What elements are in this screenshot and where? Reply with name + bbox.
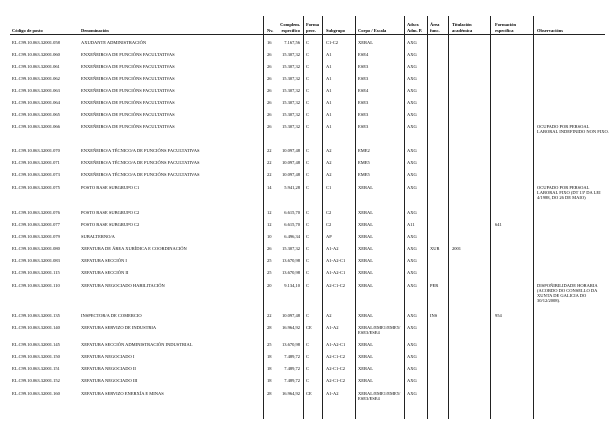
- cell-denominacion: POSTO BASE SUBGRUPO C2: [81, 210, 140, 215]
- header-formacion-1: Formación: [495, 22, 516, 27]
- cell-corpo: EME5: [358, 172, 370, 177]
- cell-denominacion: XEFATURA NEGOCIADO I: [81, 354, 135, 359]
- cell-forma: C: [306, 283, 310, 288]
- cell-corpo: XERAL: [358, 283, 373, 288]
- cell-denominacion: POSTO BASE SUBGRUPO C1: [81, 185, 140, 190]
- cell-complemento: 6.615,70: [284, 210, 300, 215]
- cell-denominacion: ENXEÑEIRO/A DE FUNCIÓNS FACULTATIVAS: [81, 100, 175, 105]
- cell-code: EL.C99.10.063.32001.058: [12, 40, 60, 45]
- cell-complemento: 15.307,32: [282, 88, 300, 93]
- header-forma-1: Forma: [306, 22, 319, 27]
- cell-corpo: ESE3: [358, 64, 369, 69]
- cell-nivel: 22: [267, 172, 272, 177]
- column-divider: [427, 16, 428, 419]
- cell-adscricion: AXG: [407, 76, 417, 81]
- cell-forma: C: [306, 64, 310, 69]
- cell-complemento: 7.489,72: [284, 378, 300, 383]
- cell-complemento: 7.489,72: [284, 354, 300, 359]
- cell-adscricion: AXG: [407, 234, 417, 239]
- cell-subgrupo: A1: [326, 100, 332, 105]
- cell-code: EL.C99.10.063.32001.140: [12, 325, 60, 330]
- cell-code: EL.C99.10.063.32001.066: [12, 124, 60, 129]
- header-observacions: Observacións: [537, 28, 564, 33]
- cell-adscricion: AXG: [407, 112, 417, 117]
- cell-denominacion: POSTO BASE SUBGRUPO C2: [81, 222, 140, 227]
- column-divider: [303, 16, 304, 419]
- cell-code: EL.C99.10.063.32001.060: [12, 52, 60, 57]
- cell-corpo: XERAL: [358, 185, 373, 190]
- cell-denominacion: ENXEÑEIRO/A TÉCNICO/A DE FUNCIÓNS FACULTATIVAS: [81, 160, 200, 165]
- cell-nivel: 22: [267, 160, 272, 165]
- cell-forma: C: [306, 148, 310, 153]
- cell-denominacion: XEFATURA SECCIÓN I: [81, 258, 127, 263]
- cell-code: EL.C99.10.063.32001.061: [12, 64, 60, 69]
- cell-adscricion: AXG: [407, 258, 417, 263]
- cell-adscricion: AXG: [407, 124, 417, 129]
- cell-subgrupo: A1-A2-C1: [326, 258, 346, 263]
- column-divider: [404, 16, 405, 419]
- cell-complemento: 10.097,48: [282, 148, 300, 153]
- cell-denominacion: XEFATURA SERVIZO DE INDUSTRIA: [81, 325, 157, 330]
- cell-nivel: 20: [267, 283, 272, 288]
- cell-denominacion: ENXEÑEIRO/A DE FUNCIÓNS FACULTATIVAS: [81, 76, 175, 81]
- cell-adscricion: AXG: [407, 210, 417, 215]
- cell-denominacion: SUBALTERNO/A: [81, 234, 115, 239]
- cell-code: EL.C99.10.063.32001.135: [12, 313, 60, 318]
- cell-subgrupo: A2: [326, 160, 332, 165]
- cell-corpo: XERAL: [358, 342, 373, 347]
- cell-nivel: 10: [267, 234, 272, 239]
- cell-subgrupo: A1-A2-C1: [326, 342, 346, 347]
- header-complemento-1: Complem.: [280, 22, 300, 27]
- cell-code: EL.C99.10.063.32001.115: [12, 270, 60, 275]
- cell-subgrupo: A1-A2: [326, 391, 339, 396]
- cell-subgrupo: C2: [326, 210, 332, 215]
- cell-forma: C: [306, 124, 310, 129]
- cell-adscricion: AXG: [407, 354, 417, 359]
- cell-forma: C: [306, 234, 310, 239]
- cell-subgrupo: A2-C1-C2: [326, 366, 345, 371]
- cell-nivel: 26: [267, 124, 272, 129]
- cell-nivel: 25: [267, 258, 272, 263]
- cell-corpo: ESE3: [358, 112, 369, 117]
- cell-code: EL.C99.10.063.32001.062: [12, 76, 60, 81]
- cell-denominacion: ENXEÑEIRO/A TÉCNICO/A DE FUNCIÓNS FACULTATIVAS: [81, 172, 200, 177]
- cell-forma: C: [306, 354, 310, 359]
- cell-adscricion: AXG: [407, 40, 417, 45]
- cell-denominacion: AXUDANTE ADMINISTRACIÓN: [81, 40, 147, 45]
- cell-code: EL.C99.10.063.32001.110: [12, 283, 60, 288]
- cell-code: EL.C99.10.063.32001.076: [12, 210, 60, 215]
- cell-forma: C: [306, 246, 310, 251]
- cell-subgrupo: C1: [326, 185, 332, 190]
- cell-adscricion: AXG: [407, 185, 417, 190]
- cell-observacions: OCUPADO POR PERSOAL LABORAL FIXO (DT 13ª DA LEI 4/1988, DO 26 DE MAIO): [537, 185, 601, 200]
- cell-area: INS: [430, 313, 438, 318]
- header-titulacion-1: Titulación: [452, 22, 472, 27]
- cell-formacion: 954: [495, 313, 502, 318]
- cell-code: EL.C99.10.063.32001.079: [12, 234, 60, 239]
- cell-code: EL.C99.10.063.32001.083: [12, 258, 60, 263]
- cell-code: EL.C99.10.063.32001.077: [12, 222, 60, 227]
- cell-nivel: 16: [267, 40, 272, 45]
- cell-observacions: OCUPADO POR PERSOAL LABORAL INDEFINIDO NON FIXO.: [537, 124, 609, 134]
- cell-forma: C: [306, 378, 310, 383]
- cell-adscricion: AXG: [407, 100, 417, 105]
- cell-area: XUR: [430, 246, 440, 251]
- cell-subgrupo: C2: [326, 222, 332, 227]
- header-denominacion: Denominación: [81, 28, 109, 33]
- cell-adscricion: AXG: [407, 366, 417, 371]
- cell-complemento: 10.097,48: [282, 160, 300, 165]
- cell-nivel: 26: [267, 76, 272, 81]
- cell-formacion: 641: [495, 222, 502, 227]
- column-divider: [490, 16, 491, 419]
- header-nivel: Nv.: [267, 28, 274, 33]
- cell-adscricion: AXG: [407, 160, 417, 165]
- cell-complemento: 15.307,32: [282, 124, 300, 129]
- cell-adscricion: AXG: [407, 325, 417, 330]
- cell-corpo: ESE3: [358, 76, 369, 81]
- cell-complemento: 15.307,32: [282, 112, 300, 117]
- cell-code: EL.C99.10.063.32001.064: [12, 100, 60, 105]
- cell-code: EL.C99.10.063.32001.075: [12, 185, 60, 190]
- cell-nivel: 22: [267, 313, 272, 318]
- cell-forma: C: [306, 258, 310, 263]
- cell-complemento: 15.307,32: [282, 52, 300, 57]
- cell-complemento: 6.496,34: [284, 234, 300, 239]
- cell-nivel: 28: [267, 325, 272, 330]
- cell-denominacion: XEFATURA SECCIÓN II: [81, 270, 129, 275]
- cell-denominacion: XEFATURA NEGOCIADO III: [81, 378, 138, 383]
- cell-complemento: 7.167,56: [284, 40, 300, 45]
- cell-forma: C: [306, 342, 310, 347]
- cell-denominacion: INSPECTOR/A DE COMERCIO: [81, 313, 142, 318]
- header-complemento-2: específico: [281, 28, 300, 33]
- cell-forma: C: [306, 366, 310, 371]
- header-forma-2: prov.: [306, 28, 316, 33]
- cell-adscricion: AXG: [407, 246, 417, 251]
- column-divider: [322, 16, 323, 419]
- cell-subgrupo: A1-A2-C1: [326, 270, 346, 275]
- cell-subgrupo: A1: [326, 76, 332, 81]
- cell-nivel: 12: [267, 222, 272, 227]
- cell-adscricion: AXG: [407, 313, 417, 318]
- cell-forma: C: [306, 210, 310, 215]
- cell-complemento: 10.097,48: [282, 172, 300, 177]
- cell-forma: C: [306, 172, 310, 177]
- cell-forma: C: [306, 76, 310, 81]
- cell-subgrupo: C1-C2: [326, 40, 339, 45]
- cell-denominacion: ENXEÑEIRO/A DE FUNCIÓNS FACULTATIVAS: [81, 88, 175, 93]
- cell-complemento: 13.670,98: [282, 258, 300, 263]
- cell-subgrupo: A1-A2: [326, 325, 339, 330]
- cell-code: EL.C99.10.063.32001.073: [12, 172, 60, 177]
- header-area-1: Área: [430, 22, 440, 27]
- cell-denominacion: XEFATURA SERVIZO ENERXÍA E MINAS: [81, 391, 164, 396]
- cell-adscricion: A11: [407, 222, 415, 227]
- cell-forma: CE: [306, 325, 312, 330]
- cell-complemento: 7.489,72: [284, 366, 300, 371]
- cell-corpo: ESE3: [358, 124, 369, 129]
- cell-complemento: 15.307,32: [282, 76, 300, 81]
- header-codigo: Código de posto: [12, 28, 43, 33]
- cell-corpo: XERAL: [358, 354, 373, 359]
- cell-denominacion: XEFATURA SECCIÓN ADMINISTRACIÓN INDUSTRIAL: [81, 342, 193, 347]
- cell-denominacion: ENXEÑEIRO/A DE FUNCIÓNS FACULTATIVAS: [81, 52, 175, 57]
- header-adscricion-2: Adm. P.: [407, 28, 423, 33]
- cell-adscricion: AXG: [407, 342, 417, 347]
- cell-adscricion: AXG: [407, 378, 417, 383]
- cell-nivel: 14: [267, 185, 272, 190]
- cell-corpo: EME5: [358, 160, 370, 165]
- cell-forma: C: [306, 52, 310, 57]
- cell-corpo: XERAL/EME1/EME5/ ESE3/ESE4: [358, 391, 401, 401]
- cell-subgrupo: A2-C1-C2: [326, 354, 345, 359]
- cell-adscricion: AXG: [407, 391, 417, 396]
- cell-denominacion: ENXEÑEIRO/A DE FUNCIÓNS FACULTATIVAS: [81, 64, 175, 69]
- cell-complemento: 15.307,32: [282, 64, 300, 69]
- cell-code: EL.C99.10.063.32001.151: [12, 366, 60, 371]
- cell-complemento: 10.097,48: [282, 313, 300, 318]
- cell-denominacion: XEFATURA DE ÁREA XURÍDICA E COORDINACIÓN: [81, 246, 187, 251]
- cell-denominacion: ENXEÑEIRO/A DE FUNCIÓNS FACULTATIVAS: [81, 112, 175, 117]
- cell-denominacion: ENXEÑEIRO/A DE FUNCIÓNS FACULTATIVAS: [81, 124, 175, 129]
- cell-adscricion: AXG: [407, 270, 417, 275]
- cell-adscricion: AXG: [407, 172, 417, 177]
- cell-corpo: EME2: [358, 148, 370, 153]
- cell-nivel: 26: [267, 100, 272, 105]
- header-titulacion-2: académica: [452, 28, 473, 33]
- cell-code: EL.C99.10.063.32001.071: [12, 160, 60, 165]
- column-divider: [533, 16, 534, 419]
- cell-corpo: ESE4: [358, 88, 369, 93]
- cell-subgrupo: A1: [326, 52, 332, 57]
- cell-nivel: 26: [267, 64, 272, 69]
- cell-subgrupo: A2-C1-C2: [326, 283, 345, 288]
- header-adscricion-1: Adscr.: [407, 22, 420, 27]
- cell-forma: C: [306, 222, 310, 227]
- cell-subgrupo: A1: [326, 64, 332, 69]
- cell-forma: C: [306, 40, 310, 45]
- cell-denominacion: XEFATURA NEGOCIADO II: [81, 366, 136, 371]
- header-divider: [10, 34, 605, 35]
- cell-nivel: 12: [267, 210, 272, 215]
- header-area-2: func.: [430, 28, 440, 33]
- cell-corpo: XERAL: [358, 222, 373, 227]
- cell-nivel: 18: [267, 354, 272, 359]
- cell-complemento: 16.964,92: [282, 391, 300, 396]
- cell-adscricion: AXG: [407, 148, 417, 153]
- cell-code: EL.C99.10.063.32001.065: [12, 112, 60, 117]
- cell-corpo: XERAL/EME1/EME5/ ESE3/ESE4: [358, 325, 401, 335]
- cell-adscricion: AXG: [407, 283, 417, 288]
- header-corpo: Corpo / Escala: [358, 28, 387, 33]
- cell-complemento: 6.615,70: [284, 222, 300, 227]
- cell-adscricion: AXG: [407, 52, 417, 57]
- cell-corpo: XERAL: [358, 313, 373, 318]
- cell-titulacion: 2001: [452, 246, 461, 251]
- cell-complemento: 5.941,28: [284, 185, 300, 190]
- cell-forma: C: [306, 313, 310, 318]
- column-divider: [448, 16, 449, 419]
- cell-code: EL.C99.10.063.32001.063: [12, 88, 60, 93]
- cell-corpo: XERAL: [358, 246, 373, 251]
- cell-subgrupo: A2-C1-C2: [326, 378, 345, 383]
- cell-complemento: 13.670,98: [282, 270, 300, 275]
- cell-subgrupo: A1: [326, 112, 332, 117]
- cell-denominacion: XEFATURA NEGOCIADO HABILITACIÓN: [81, 283, 165, 288]
- cell-subgrupo: A1: [326, 124, 332, 129]
- cell-adscricion: AXG: [407, 64, 417, 69]
- cell-denominacion: ENXEÑEIRO/A TÉCNICO/A DE FUNCIÓNS FACULTATIVAS: [81, 148, 200, 153]
- header-subgrupo: Subgrupo: [326, 28, 346, 33]
- cell-corpo: XERAL: [358, 366, 373, 371]
- cell-code: EL.C99.10.063.32001.070: [12, 148, 60, 153]
- cell-observacions: DISPOÑIBILIDADE HORARIA (ACORDO DO CONSELLO DA XUNTA DE GALICIA DO 30/12/2008).: [537, 283, 598, 303]
- column-divider: [263, 16, 264, 419]
- column-divider: [355, 16, 356, 419]
- cell-complemento: 16.964,92: [282, 325, 300, 330]
- cell-corpo: XERAL: [358, 258, 373, 263]
- cell-corpo: XERAL: [358, 40, 373, 45]
- cell-corpo: XERAL: [358, 210, 373, 215]
- cell-code: EL.C99.10.063.32001.080: [12, 246, 60, 251]
- cell-area: PER: [430, 283, 439, 288]
- cell-complemento: 15.307,32: [282, 100, 300, 105]
- cell-nivel: 22: [267, 148, 272, 153]
- cell-corpo: ESE4: [358, 52, 369, 57]
- cell-nivel: 26: [267, 88, 272, 93]
- cell-adscricion: AXG: [407, 88, 417, 93]
- cell-complemento: 15.307,32: [282, 246, 300, 251]
- cell-code: EL.C99.10.063.32001.152: [12, 378, 60, 383]
- cell-nivel: 18: [267, 366, 272, 371]
- cell-forma: C: [306, 112, 310, 117]
- cell-subgrupo: A2: [326, 313, 332, 318]
- cell-corpo: XERAL: [358, 270, 373, 275]
- cell-forma: C: [306, 185, 310, 190]
- cell-code: EL.C99.10.063.32001.160: [12, 391, 60, 396]
- cell-forma: C: [306, 270, 310, 275]
- cell-corpo: ESE3: [358, 100, 369, 105]
- cell-subgrupo: A1: [326, 88, 332, 93]
- header-formacion-2: específica: [495, 28, 514, 33]
- cell-nivel: 28: [267, 391, 272, 396]
- cell-forma: C: [306, 88, 310, 93]
- cell-nivel: 25: [267, 342, 272, 347]
- cell-code: EL.C99.10.063.32001.145: [12, 342, 60, 347]
- cell-nivel: 26: [267, 52, 272, 57]
- cell-nivel: 26: [267, 112, 272, 117]
- cell-nivel: 18: [267, 378, 272, 383]
- cell-forma: C: [306, 160, 310, 165]
- cell-forma: C: [306, 100, 310, 105]
- cell-forma: CE: [306, 391, 312, 396]
- cell-nivel: 25: [267, 270, 272, 275]
- cell-code: EL.C99.10.063.32001.150: [12, 354, 60, 359]
- cell-complemento: 13.670,98: [282, 342, 300, 347]
- cell-subgrupo: A2: [326, 148, 332, 153]
- cell-corpo: XERAL: [358, 234, 373, 239]
- cell-subgrupo: A1-A2: [326, 246, 339, 251]
- cell-corpo: XERAL: [358, 378, 373, 383]
- cell-subgrupo: A2: [326, 172, 332, 177]
- cell-nivel: 26: [267, 246, 272, 251]
- cell-subgrupo: AP: [326, 234, 332, 239]
- cell-complemento: 9.134,10: [284, 283, 300, 288]
